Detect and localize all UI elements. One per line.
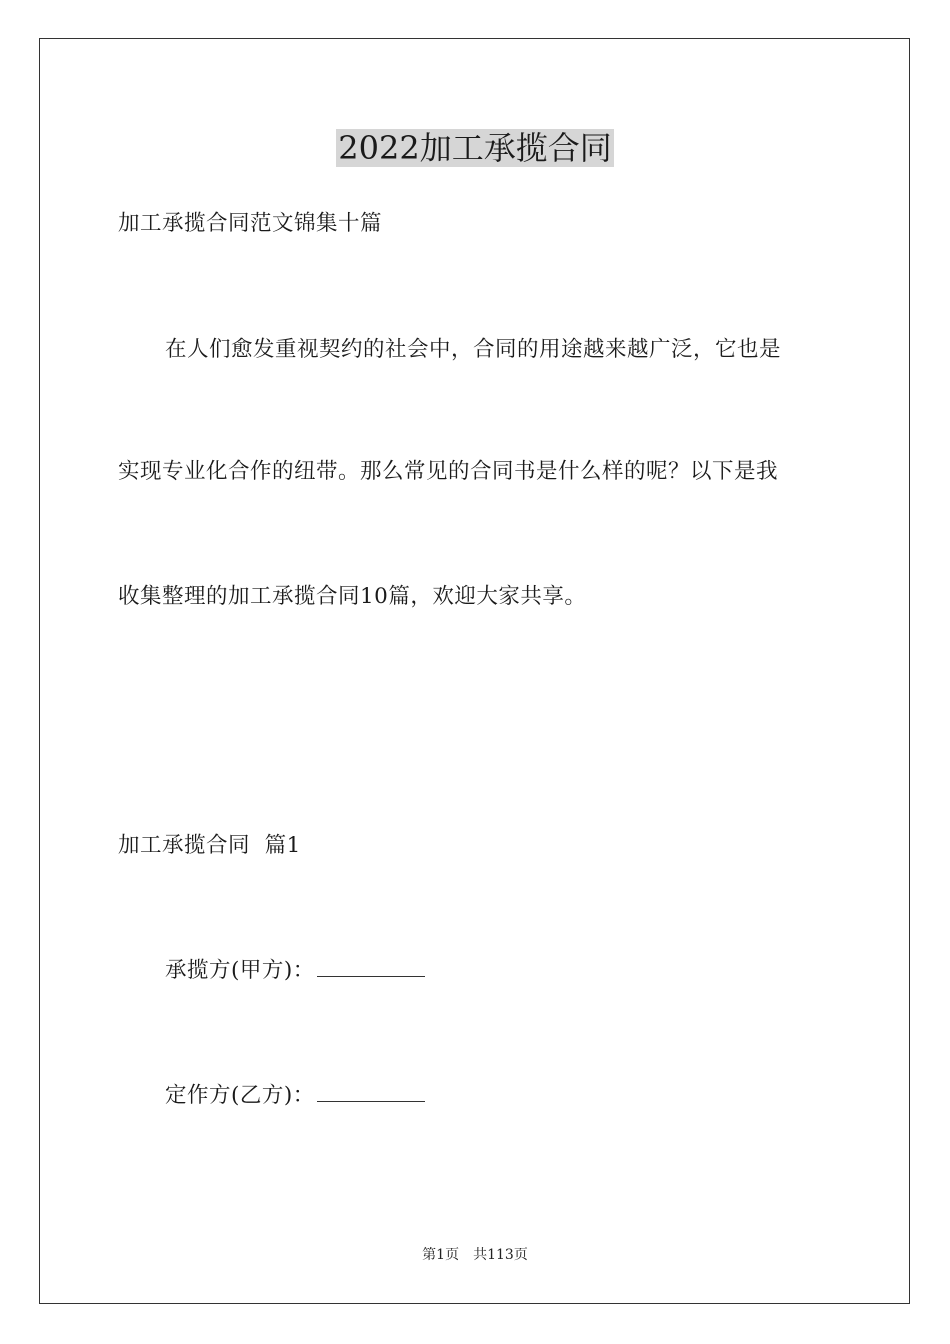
party-a-blank	[317, 956, 425, 977]
section-heading: 加工承揽合同 篇1	[118, 833, 301, 858]
document-title	[0, 127, 950, 169]
party-b-label: 定作方(乙方)：	[165, 1083, 315, 1108]
page-total: 共113页	[473, 1247, 528, 1263]
page-number: 第1页	[422, 1247, 460, 1263]
party-a-field	[165, 956, 425, 986]
document-subtitle: 加工承揽合同范文锦集十篇	[118, 211, 383, 236]
title-text: 2022加工承揽合同	[338, 129, 612, 167]
party-b-blank	[317, 1081, 425, 1102]
intro-line-1: 在人们愈发重视契约的社会中，合同的用途越来越广泛，它也是	[165, 337, 782, 362]
page-footer	[0, 1245, 950, 1265]
intro-line-2: 实现专业化合作的纽带。那么常见的合同书是什么样的呢？以下是我	[118, 459, 779, 484]
party-b-field	[165, 1081, 425, 1111]
party-a-label: 承揽方(甲方)：	[165, 958, 315, 983]
intro-line-3: 收集整理的加工承揽合同10篇，欢迎大家共享。	[118, 584, 587, 609]
